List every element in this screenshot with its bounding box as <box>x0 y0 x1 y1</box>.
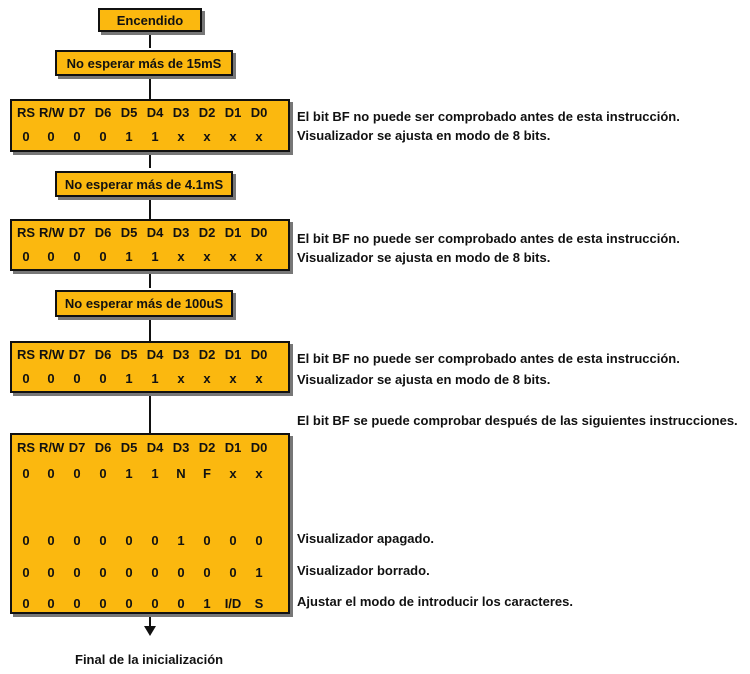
bit-cell: x <box>203 129 211 144</box>
bit-cell: 0 <box>151 596 159 611</box>
note-bf-1: El bit BF no puede ser comprobado antes de esta instrucción. <box>297 109 680 124</box>
bit-cell: 0 <box>99 596 107 611</box>
bit-cell: 0 <box>47 596 55 611</box>
bit-cell: D4 <box>146 105 164 120</box>
final-row-2 <box>12 530 288 552</box>
bit-cell: 1 <box>125 466 133 481</box>
bit-cell: 0 <box>255 533 263 548</box>
bit-cell: 0 <box>47 533 55 548</box>
header-row <box>12 102 288 124</box>
header-row <box>12 344 288 366</box>
bit-cell: 0 <box>177 565 185 580</box>
bit-cell: D1 <box>224 225 242 240</box>
instruction-box-3 <box>10 341 290 393</box>
instruction-box-final <box>10 433 290 614</box>
wait-box-3 <box>55 290 233 317</box>
function-set-row <box>12 126 288 148</box>
wait-label-2: No esperar más de 4.1mS <box>64 176 224 192</box>
wait-label-1: No esperar más de 15mS <box>66 55 222 71</box>
bit-cell: D3 <box>172 105 190 120</box>
bit-cell: R/W <box>39 105 65 120</box>
bit-cell: D4 <box>146 347 164 362</box>
bit-cell: 0 <box>151 565 159 580</box>
bit-cell: D7 <box>68 225 86 240</box>
bit-cell: 0 <box>99 129 107 144</box>
bit-cell: x <box>229 371 237 386</box>
bit-cell: x <box>177 371 185 386</box>
bit-cell: 1 <box>125 371 133 386</box>
bit-cell: 0 <box>73 565 81 580</box>
bit-cell: 0 <box>22 371 30 386</box>
bit-cell: 0 <box>47 565 55 580</box>
bit-cell: 0 <box>125 596 133 611</box>
note-8bit-2: Visualizador se ajusta en modo de 8 bits. <box>297 250 551 265</box>
function-set-row <box>12 246 288 268</box>
bit-cell: RS <box>16 440 36 455</box>
bit-cell: S <box>254 596 264 611</box>
bit-cell: RS <box>16 225 36 240</box>
bit-cell: D5 <box>120 105 138 120</box>
bit-cell: 0 <box>99 466 107 481</box>
bit-cell: D7 <box>68 440 86 455</box>
bit-cell: 0 <box>125 565 133 580</box>
final-row-4 <box>12 593 288 615</box>
bit-cell: 0 <box>125 533 133 548</box>
bit-cell: D2 <box>198 225 216 240</box>
instruction-box-2 <box>10 219 290 271</box>
bit-cell: 0 <box>99 249 107 264</box>
bit-cell: RS <box>16 347 36 362</box>
bit-cell: 1 <box>125 249 133 264</box>
bit-cell: 0 <box>229 565 237 580</box>
bit-cell: 0 <box>47 371 55 386</box>
header-row <box>12 222 288 244</box>
bit-cell: 1 <box>151 129 159 144</box>
flow-line <box>149 30 151 48</box>
arrow-down-icon <box>144 626 156 636</box>
flow-line <box>149 75 151 99</box>
bit-cell: D6 <box>94 225 112 240</box>
bit-cell: 0 <box>73 466 81 481</box>
bit-cell: x <box>255 129 263 144</box>
bit-cell: D7 <box>68 105 86 120</box>
bit-cell: 0 <box>203 533 211 548</box>
bit-cell: D0 <box>250 225 268 240</box>
wait-box-2 <box>55 171 233 197</box>
bit-cell: 0 <box>99 565 107 580</box>
bit-cell: D4 <box>146 225 164 240</box>
bit-cell: 0 <box>151 533 159 548</box>
flow-line <box>149 152 151 168</box>
bit-cell: D0 <box>250 347 268 362</box>
bit-cell: N <box>176 466 186 481</box>
note-bf-2: El bit BF no puede ser comprobado antes de esta instrucción. <box>297 231 680 246</box>
instruction-box-1 <box>10 99 290 152</box>
bit-cell: x <box>177 249 185 264</box>
bit-cell: D3 <box>172 440 190 455</box>
bit-cell: D1 <box>224 440 242 455</box>
bit-cell: 0 <box>177 596 185 611</box>
bit-cell: x <box>229 249 237 264</box>
bit-cell: 0 <box>47 249 55 264</box>
bit-cell: R/W <box>39 225 65 240</box>
bit-cell: x <box>229 466 237 481</box>
bit-cell: D5 <box>120 225 138 240</box>
wait-label-3: No esperar más de 100uS <box>64 296 224 311</box>
bit-cell: D1 <box>224 347 242 362</box>
bit-cell: 0 <box>203 565 211 580</box>
note-final-row-2: Visualizador apagado. <box>297 531 435 546</box>
note-bf-after: El bit BF se puede comprobar después de las siguientes instrucciones. <box>297 413 738 428</box>
bit-cell: I/D <box>224 596 242 611</box>
bit-cell: D0 <box>250 440 268 455</box>
note-8bit-3: Visualizador se ajusta en modo de 8 bits. <box>297 372 551 387</box>
bit-cell: D0 <box>250 105 268 120</box>
wait-box-1 <box>55 50 233 76</box>
flow-line <box>149 197 151 219</box>
bit-cell: D7 <box>68 347 86 362</box>
bit-cell: x <box>255 371 263 386</box>
bit-cell: R/W <box>39 440 65 455</box>
bit-cell: D6 <box>94 347 112 362</box>
note-bf-3: El bit BF no puede ser comprobado antes de esta instrucción. <box>297 351 680 366</box>
bit-cell: 0 <box>73 129 81 144</box>
note-final-row-3: Visualizador borrado. <box>297 563 430 578</box>
bit-cell: 1 <box>255 565 263 580</box>
bit-cell: 1 <box>177 533 185 548</box>
function-set-row <box>12 368 288 390</box>
flow-line <box>149 317 151 341</box>
bit-cell: 0 <box>22 466 30 481</box>
bit-cell: 0 <box>22 565 30 580</box>
bit-cell: 0 <box>73 596 81 611</box>
end-label: Final de la inicialización <box>75 652 224 667</box>
bit-cell: 1 <box>151 466 159 481</box>
bit-cell: R/W <box>39 347 65 362</box>
bit-cell: 0 <box>22 129 30 144</box>
bit-cell: D3 <box>172 347 190 362</box>
bit-cell: x <box>177 129 185 144</box>
bit-cell: x <box>255 249 263 264</box>
bit-cell: 1 <box>151 249 159 264</box>
start-box <box>98 8 202 32</box>
header-row <box>12 437 288 459</box>
bit-cell: D4 <box>146 440 164 455</box>
bit-cell: D3 <box>172 225 190 240</box>
bit-cell: 1 <box>125 129 133 144</box>
bit-cell: D2 <box>198 347 216 362</box>
bit-cell: D5 <box>120 440 138 455</box>
bit-cell: 0 <box>73 249 81 264</box>
bit-cell: x <box>203 371 211 386</box>
bit-cell: 1 <box>203 596 211 611</box>
bit-cell: D6 <box>94 440 112 455</box>
bit-cell: F <box>203 466 211 481</box>
final-row-1 <box>12 463 288 485</box>
final-row-3 <box>12 562 288 584</box>
bit-cell: x <box>203 249 211 264</box>
bit-cell: D5 <box>120 347 138 362</box>
bit-cell: 0 <box>22 533 30 548</box>
bit-cell: D2 <box>198 105 216 120</box>
bit-cell: 0 <box>22 249 30 264</box>
flow-line <box>149 393 151 433</box>
flow-line <box>149 270 151 288</box>
start-label: Encendido <box>116 12 184 28</box>
bit-cell: D6 <box>94 105 112 120</box>
bit-cell: D2 <box>198 440 216 455</box>
bit-cell: 0 <box>47 466 55 481</box>
bit-cell: D1 <box>224 105 242 120</box>
note-8bit-1: Visualizador se ajusta en modo de 8 bits. <box>297 128 551 143</box>
bit-cell: 1 <box>151 371 159 386</box>
bit-cell: 0 <box>73 533 81 548</box>
bit-cell: 0 <box>99 371 107 386</box>
bit-cell: 0 <box>22 596 30 611</box>
bit-cell: RS <box>16 105 36 120</box>
bit-cell: 0 <box>47 129 55 144</box>
bit-cell: 0 <box>229 533 237 548</box>
bit-cell: x <box>255 466 263 481</box>
bit-cell: x <box>229 129 237 144</box>
bit-cell: 0 <box>73 371 81 386</box>
bit-cell: 0 <box>99 533 107 548</box>
note-final-row-4: Ajustar el modo de introducir los caracteres. <box>297 594 573 609</box>
